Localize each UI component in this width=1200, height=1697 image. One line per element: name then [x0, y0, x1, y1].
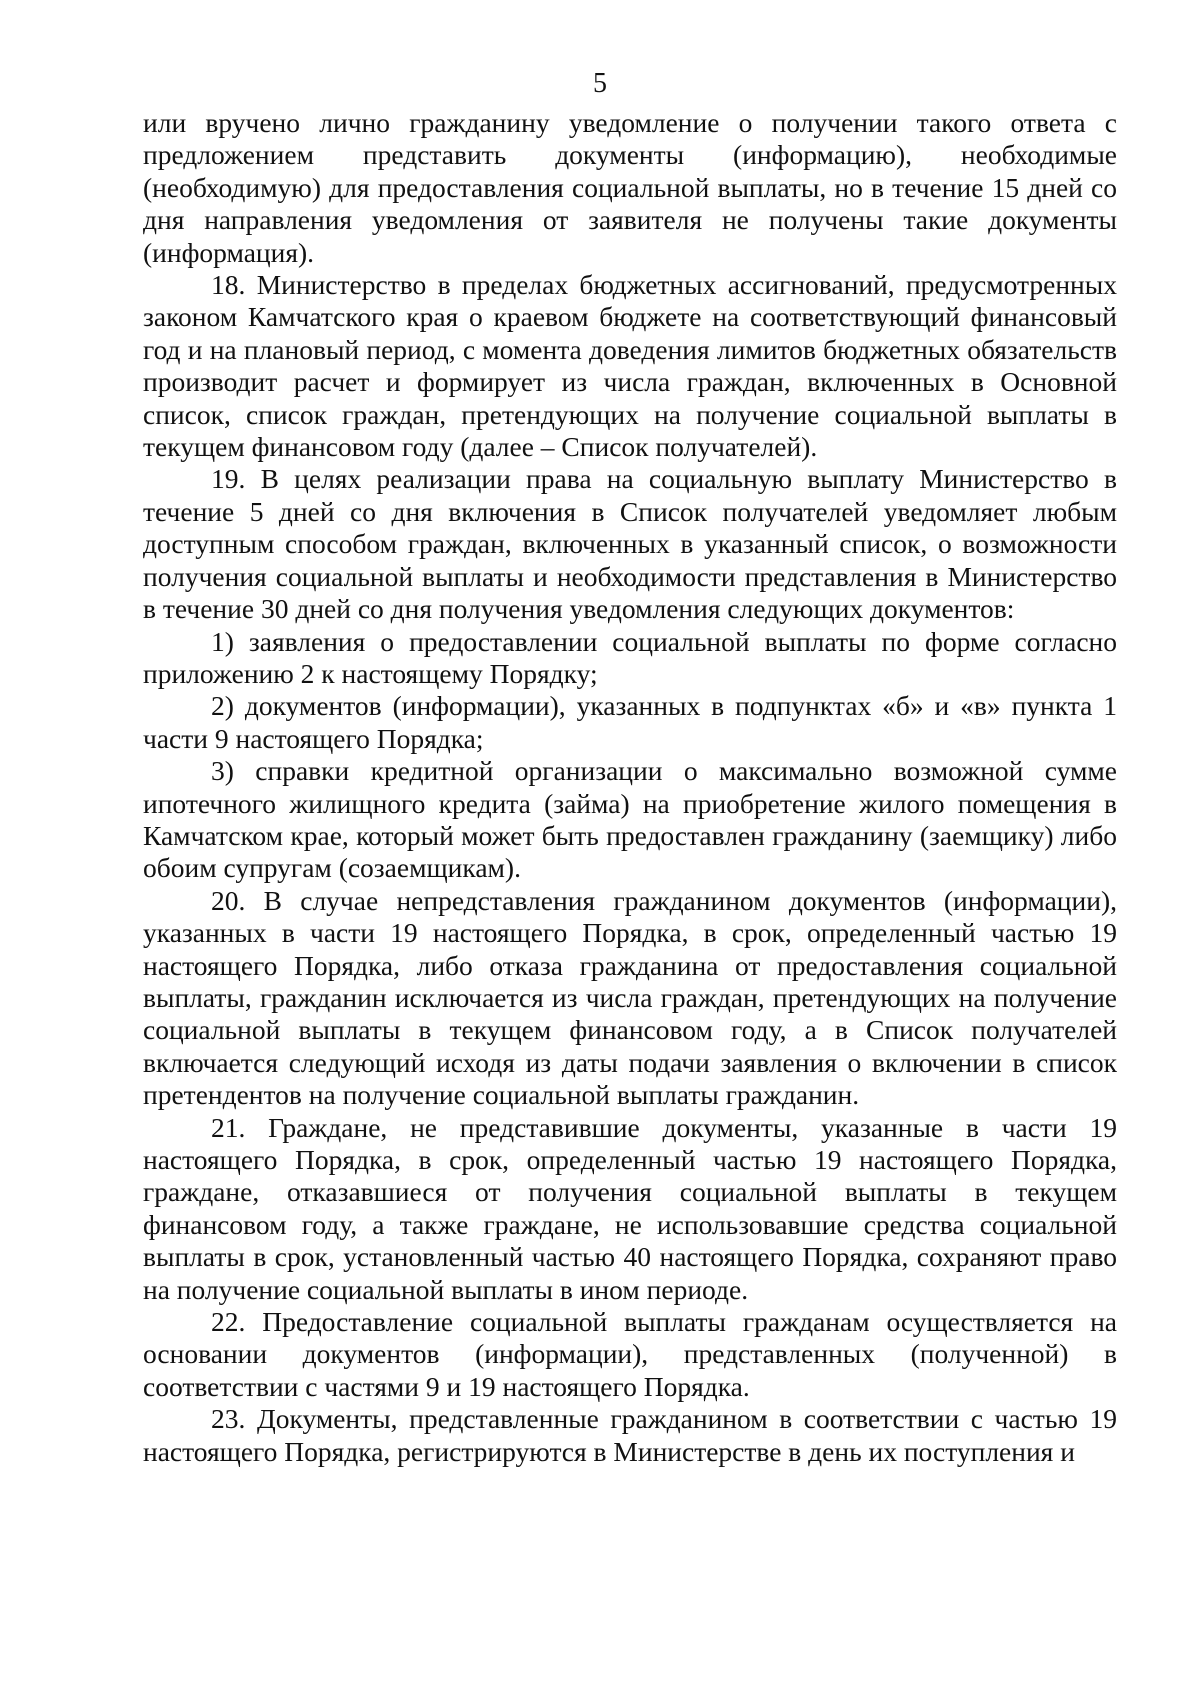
page-number: 5 [593, 68, 607, 99]
paragraph-22: 22. Предоставление социальной выплаты гражданам осуществляется на основании документов (информации), представленных (полученной) в соответствии с частями 9 и 19 настоящего Порядка. [143, 1306, 1117, 1402]
paragraph-21: 21. Граждане, не представившие документы, указанные в части 19 настоящего Порядка, в срок, определенный частью 19 настоящего Порядка, граждане, отказавшиеся от получения социальной выплаты в текущем финансовом году, а также граждане, не использовавшие средства социальной выплаты в срок, установленный частью 40 настоящего Порядка, сохраняют право на получение социальной выплаты в ином периоде. [143, 1111, 1117, 1305]
paragraph-19: 19. В целях реализации права на социальную выплату Министерство в течение 5 дней со дня включения в Список получателей уведомляет любым доступным способом граждан, включенных в указанный список, о возможности получения социальной выплаты и необходимости представления в Министерство в течение 30 дней со дня получения уведомления следующих документов: [143, 463, 1117, 625]
paragraph-18: 18. Министерство в пределах бюджетных ассигнований, предусмотренных законом Камчатского края о краевом бюджете на соответствующий финансовый год и на плановый период, с момента доведения лимитов бюджетных обязательств производит расчет и формирует из числа граждан, включенных в Основной список, список граждан, претендующих на получение социальной выплаты в текущем финансовом году (далее – Список получателей). [143, 269, 1117, 463]
document-body [143, 107, 1117, 1468]
paragraph-20: 20. В случае непредставления гражданином документов (информации), указанных в части 19 настоящего Порядка, в срок, определенный частью 19 настоящего Порядка, либо отказа гражданина от предоставления социальной выплаты, гражданин исключается из числа граждан, претендующих на получение социальной выплаты в текущем финансовом году, а в Список получателей включается следующий исходя из даты подачи заявления о включении в список претендентов на получение социальной выплаты гражданин. [143, 884, 1117, 1111]
list-item-19-3: 3) справки кредитной организации о максимально возможной сумме ипотечного жилищного кредита (займа) на приобретение жилого помещения в Камчатском крае, который может быть предоставлен гражданину (заемщику) либо обоим супругам (созаемщикам). [143, 755, 1117, 884]
paragraph-23: 23. Документы, представленные гражданином в соответствии с частью 19 настоящего Порядка, регистрируются в Министерстве в день их поступления и [143, 1403, 1117, 1467]
list-item-19-1: 1) заявления о предоставлении социальной выплаты по форме согласно приложению 2 к настоящему Порядку; [143, 625, 1117, 689]
paragraph-continuation: или вручено лично гражданину уведомление о получении такого ответа с предложением представить документы (информацию), необходимые (необходимую) для предоставления социальной выплаты, но в течение 15 дней со дня направления уведомления от заявителя не получены такие документы (информация). [143, 107, 1117, 268]
list-item-19-2: 2) документов (информации), указанных в подпунктах «б» и «в» пункта 1 части 9 настоящего Порядка; [143, 690, 1117, 754]
